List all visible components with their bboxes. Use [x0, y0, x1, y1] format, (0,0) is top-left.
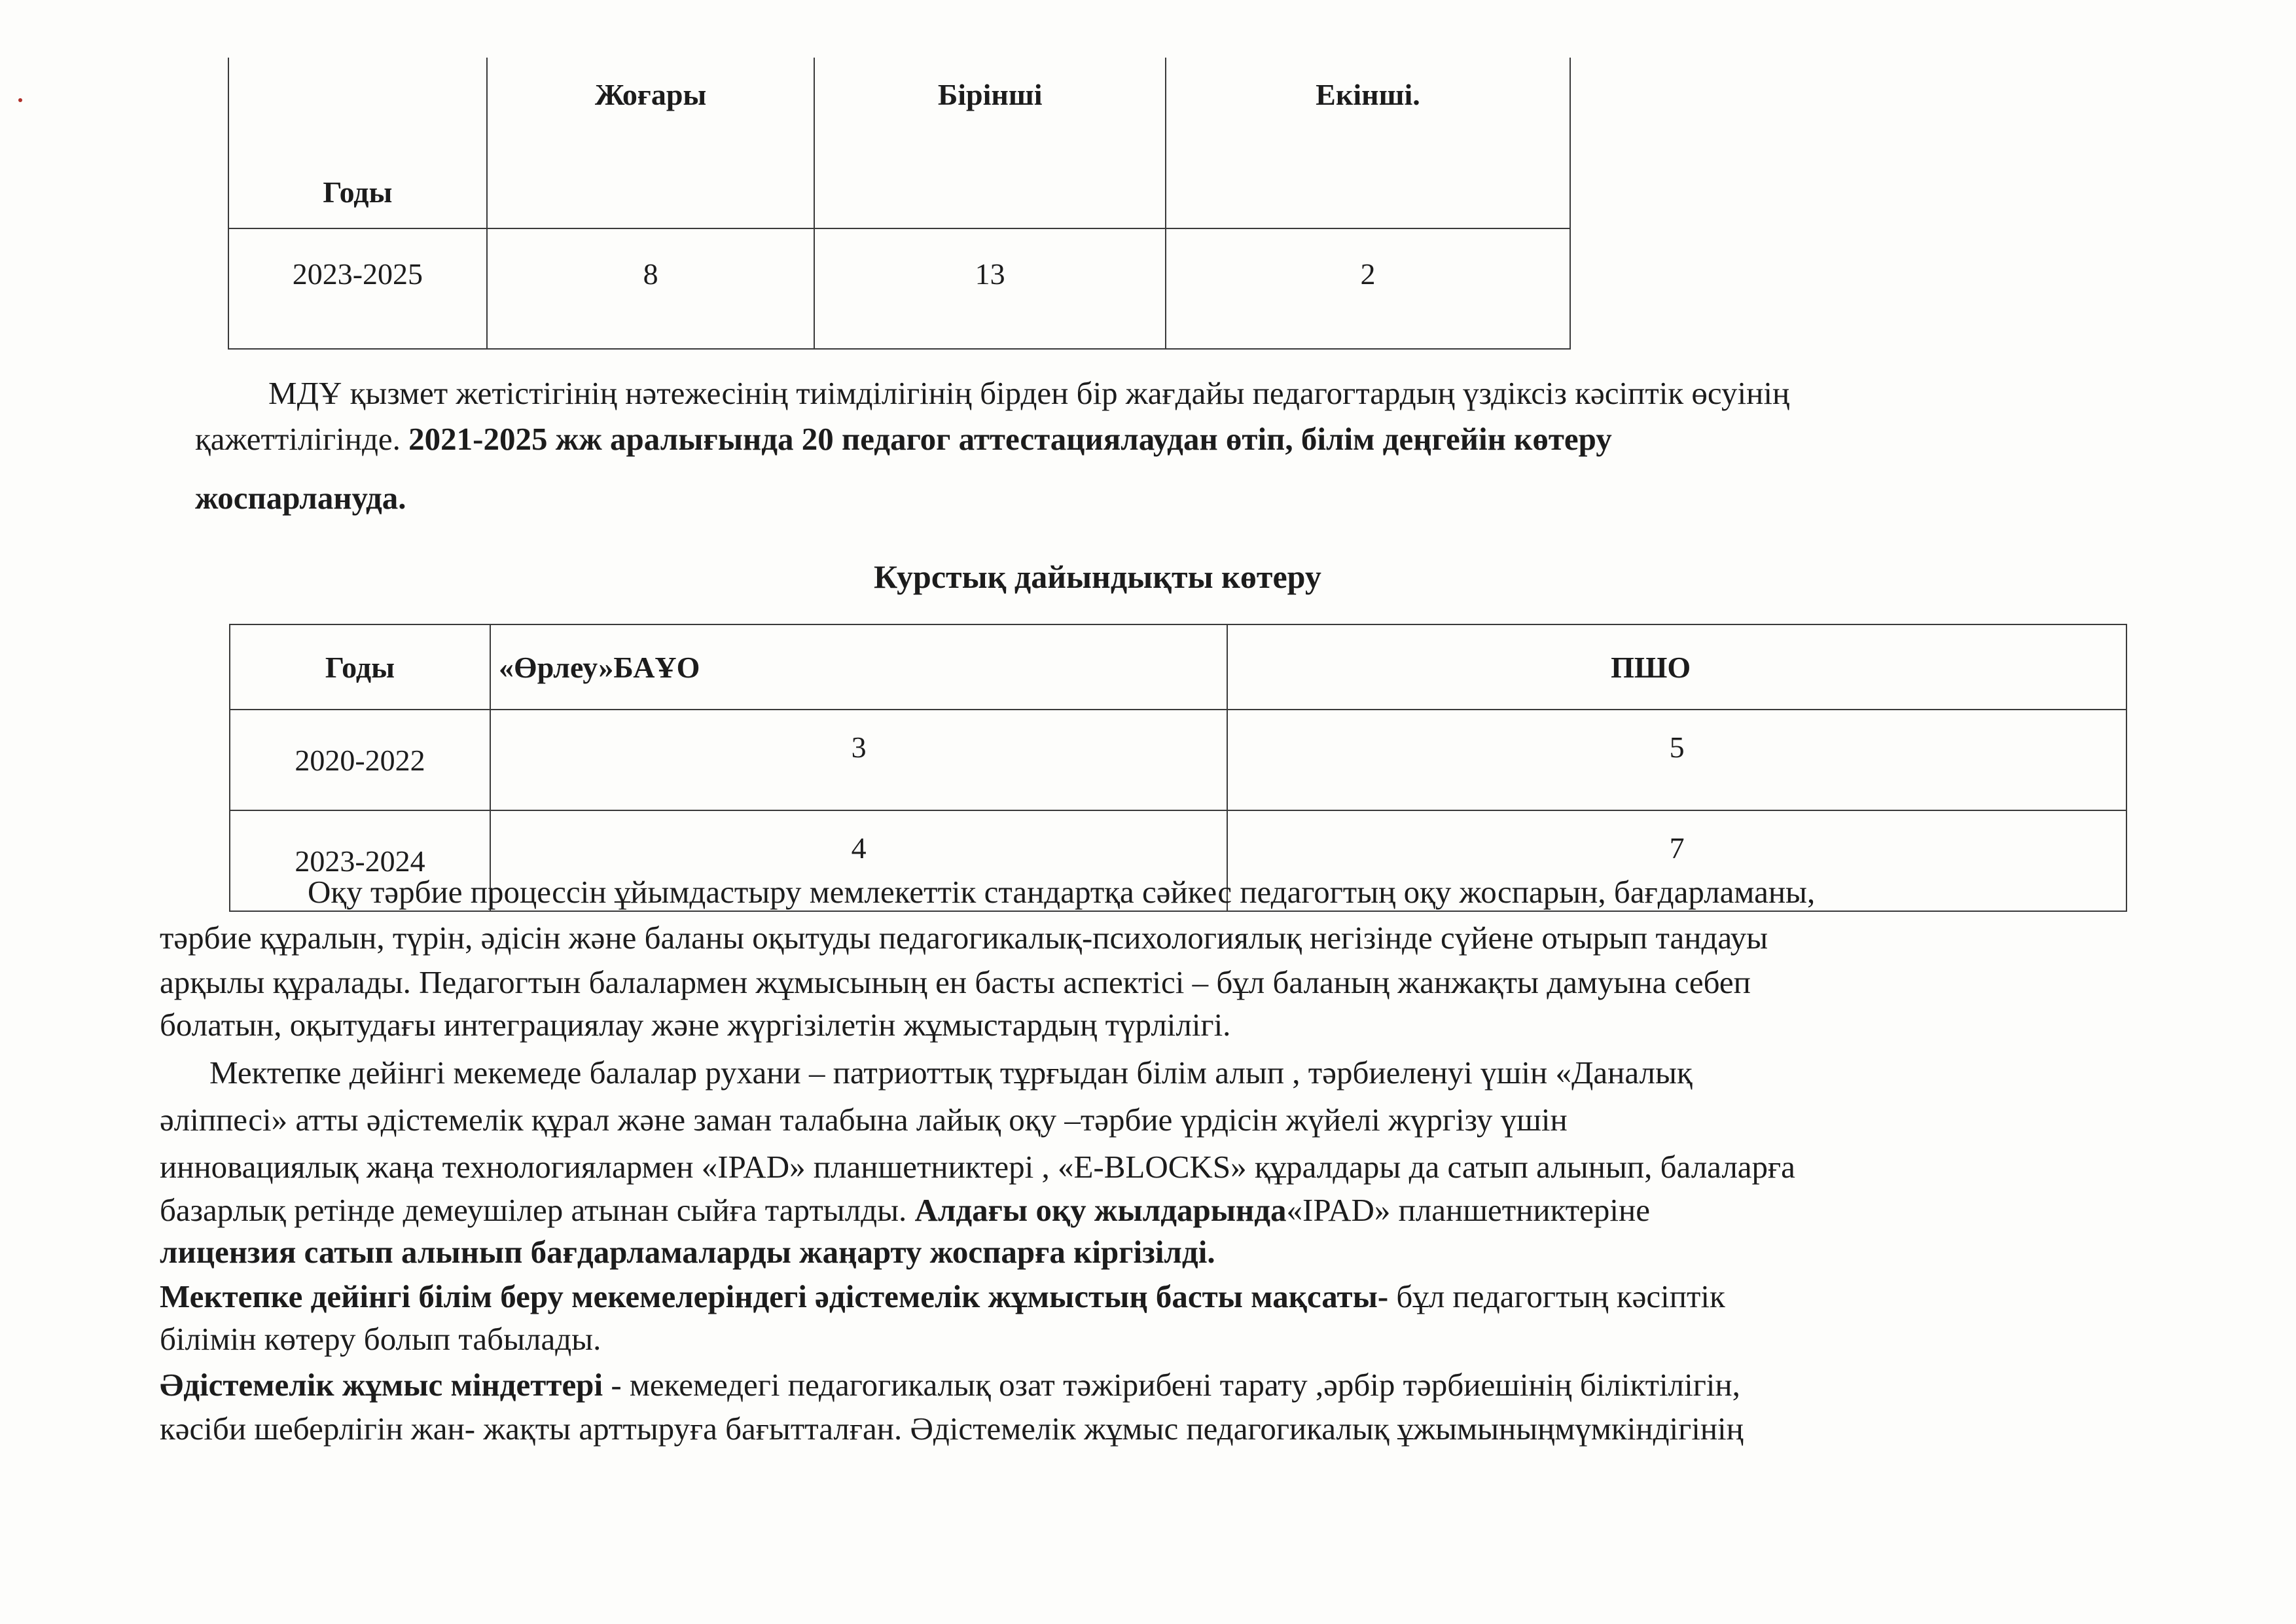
- table-header-row: [230, 624, 2126, 710]
- paragraph-4-line-1-bold: Мектепке дейінгі білім беру мекемелеріндегі әдістемелік жұмыстың басты мақсаты-: [160, 1278, 1389, 1314]
- cell-first: 13: [814, 228, 1165, 349]
- cell-second: 2: [1166, 228, 1570, 349]
- table-header-row: [228, 58, 1570, 228]
- cell-psho: 7: [1227, 810, 2126, 911]
- table-row: [230, 710, 2126, 810]
- cell-years: 2023-2024: [230, 810, 490, 911]
- header-psho: ПШО: [1227, 624, 2126, 710]
- attestation-table: [228, 58, 1571, 350]
- header-years: Годы: [230, 624, 490, 710]
- header-years: Годы: [228, 58, 487, 228]
- paragraph-3-line-4-tail: «IPAD» планшетниктеріне: [1286, 1192, 1651, 1228]
- header-second: Екінші.: [1166, 58, 1570, 228]
- paragraph-5-line-2: кәсіби шеберлігін жан- жақты арттыруға бағытталған. Әдістемелік жұмыс педагогикалық ұжымыныңмүмкіндігінің: [160, 1411, 1744, 1447]
- paragraph-2-line-1: Оқу тәрбие процессін ұйымдастыру мемлекеттік стандартқа сәйкес педагогтың оқу жоспарын, бағдарламаны,: [308, 874, 1816, 910]
- cell-years: 2023-2025: [228, 228, 487, 349]
- paragraph-4-line-1: [160, 1276, 1725, 1317]
- paragraph-1-line-1: МДҰ қызмет жетістігінің нәтежесінің тиімділігінің бірден бір жағдайы педагогтардың үздіксіз кәсіптік өсуінің: [268, 375, 1790, 411]
- paragraph-2-line-3: арқылы құралады. Педагогтын балалармен жұмысының ен басты аспектісі – бұл баланың жанжақты дамуына себеп: [160, 964, 1751, 1000]
- paragraph-4-line-2: білімін көтеру болып табылады.: [160, 1321, 601, 1357]
- header-orleu: «Өрлеу»БАҰО: [490, 624, 1227, 710]
- cell-psho: 5: [1227, 710, 2126, 810]
- red-speck: [18, 98, 22, 102]
- paragraph-3-line-4: [160, 1190, 1650, 1231]
- paragraph-2-line-2: тәрбие құралын, түрін, әдісін және баланы оқытуды педагогикалық-психологиялық негізінде сүйене отырып тандауы: [160, 920, 1768, 956]
- paragraph-1-line-3: жоспарлануда.: [195, 480, 406, 516]
- cell-years: 2020-2022: [230, 710, 490, 810]
- paragraph-1-line-2: [195, 419, 1612, 460]
- paragraph-3-line-5: лицензия сатып алынып бағдарламаларды жаңарту жоспарға кіргізілді.: [160, 1234, 1215, 1270]
- paragraph-3-line-4-normal: базарлық ретінде демеушілер атынан сыйға тартылды.: [160, 1192, 915, 1228]
- paragraph-5-line-1-bold: Әдістемелік жұмыс міндеттері: [160, 1367, 603, 1403]
- paragraph-5-line-1-normal: - мекемедегі педагогикалық озат тәжірибені тарату ,әрбір тәрбиешінің біліктілігін,: [603, 1367, 1740, 1403]
- cell-orleu: 3: [490, 710, 1227, 810]
- paragraph-3-line-4-bold: Алдағы оқу жылдарында: [914, 1192, 1287, 1228]
- cell-highest: 8: [487, 228, 815, 349]
- paragraph-1-line-2-normal: қажеттілігінде.: [195, 421, 409, 457]
- paragraph-1-line-2-bold: 2021-2025 жж аралығында 20 педагог аттестациялаудан өтіп, білім деңгейін көтеру: [408, 421, 1612, 457]
- header-highest: Жоғары: [487, 58, 815, 228]
- paragraph-3-line-3: инновациялық жаңа технологиялармен «IPAD» планшетниктері , «E-BLOCKS» құралдары да сатып алынып, балаларға: [160, 1149, 1795, 1185]
- table-row: [228, 228, 1570, 349]
- paragraph-4-line-1-normal: бұл педагогтың кәсіптік: [1388, 1278, 1725, 1314]
- header-first: Бірінші: [814, 58, 1165, 228]
- paragraph-2-line-4: болатын, оқытудағы интеграциялау және жүргізілетін жұмыстардың түрлілігі.: [160, 1007, 1231, 1043]
- paragraph-3-line-2: әліппесі» атты әдістемелік құрал және заман талабына лайық оқу –тәрбие үрдісін жүйелі жүргізу үшін: [160, 1102, 1568, 1138]
- paragraph-3-line-1: Мектепке дейінгі мекемеде балалар рухани – патриоттық тұрғыдан білім алып , тәрбиеленуі үшін «Даналық: [209, 1055, 1693, 1091]
- cell-orleu: 4: [490, 810, 1227, 911]
- course-training-table: [229, 624, 2127, 912]
- paragraph-5-line-1: [160, 1365, 1740, 1405]
- section-heading: Курстық дайындықты көтеру: [874, 558, 1321, 595]
